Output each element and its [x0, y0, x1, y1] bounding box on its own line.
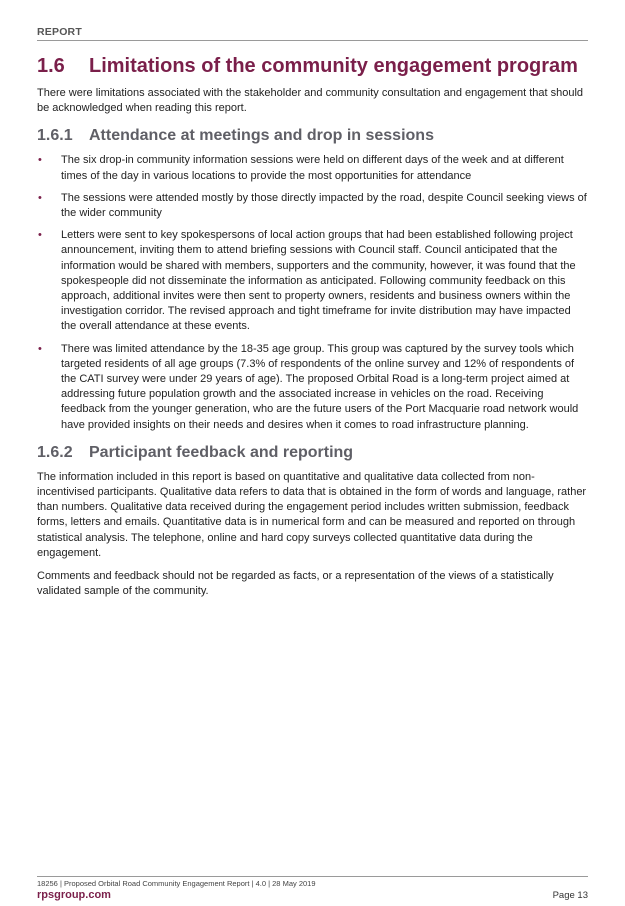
subsection-heading-feedback [37, 443, 589, 463]
bullet-text: The sessions were attended mostly by those directly impacted by the road, despite Council seeking views of the wider community [61, 191, 587, 220]
bullet-item [37, 153, 589, 183]
header-label: REPORT [37, 26, 82, 38]
feedback-paragraph: Comments and feedback should not be regarded as facts, or a representation of the views of a statistically validated sample of the community. [37, 570, 554, 598]
content [37, 54, 589, 607]
subsection-heading-attendance [37, 126, 589, 146]
bullet-icon: • [38, 154, 42, 167]
subsection-title: Attendance at meetings and drop in sessions [89, 127, 434, 145]
footer-meta: 18256 | Proposed Orbital Road Community Engagement Report | 4.0 | 28 May 2019 [37, 879, 316, 888]
bullet-item [37, 342, 589, 433]
page-number: Page 13 [552, 890, 588, 901]
subsection-number: 1.6.1 [37, 127, 73, 145]
bullet-icon: • [38, 229, 42, 242]
bullet-icon: • [38, 191, 42, 204]
bullet-icon: • [38, 342, 42, 355]
bullet-item [37, 228, 589, 334]
subsection-title: Participant feedback and reporting [89, 443, 354, 461]
feedback-paragraph: The information included in this report is based on quantitative and qualitative data collected from non-incentivised participants. Qualitative data refers to data that is obtained in the form of words and language, rather than numbers. Qualitative data received during the engagement period includes written submission, feedback forms, letters and emails. Quantitative data is in numerical form and can be measured and reported on through statistical analysis. The telephone, online and hard copy surveys collected quantitative data during the engagement. [37, 470, 587, 559]
footer-divider [37, 876, 588, 877]
section-heading [37, 54, 589, 78]
bullet-text: The six drop-in community information sessions were held on different days of the week and at different times of the day in various locations to provide the most opportunities for attendance [61, 154, 564, 182]
bullet-text: Letters were sent to key spokespersons of local action groups that had been established following project announcement, inviting them to attend briefing sessions with Council staff. Council anticipated that the information would be shared with members, supporters and the community, however, it was found that the spokespeople did not disseminate the information as anticipated. Following community feedback on this approach, additional invites were then sent to property owners, residents and business owners within the investigation corridor. The revised approach and tight timeframe for invite distribution may have impacted the overall attendance at these events. [61, 229, 576, 333]
bullet-text: There was limited attendance by the 18-35 age group. This group was captured by the survey tools which targeted residents of all age groups (7.3% of respondents of the online survey and 12% of respondents of the CATI survey were under 29 years of age). The proposed Orbital Road is a long-term project aimed at addressing future population growth and the associated increase in vehicles on the road. Receiving feedback from the younger generation, who are the future users of the Port Macquarie road network would have provided insights on their needs and desires when it comes to road infrastructure planning. [61, 342, 579, 431]
header-divider [37, 40, 588, 41]
section-title: Limitations of the community engagement program [89, 55, 578, 77]
bullet-item [37, 191, 589, 221]
section-intro: There were limitations associated with the stakeholder and community consultation and engagement that should be acknowledged when reading this report. [37, 87, 584, 115]
section-number: 1.6 [37, 55, 65, 77]
footer-site-link[interactable]: rpsgroup.com [37, 889, 111, 901]
attendance-bullet-list [37, 153, 589, 432]
subsection-number: 1.6.2 [37, 443, 73, 461]
